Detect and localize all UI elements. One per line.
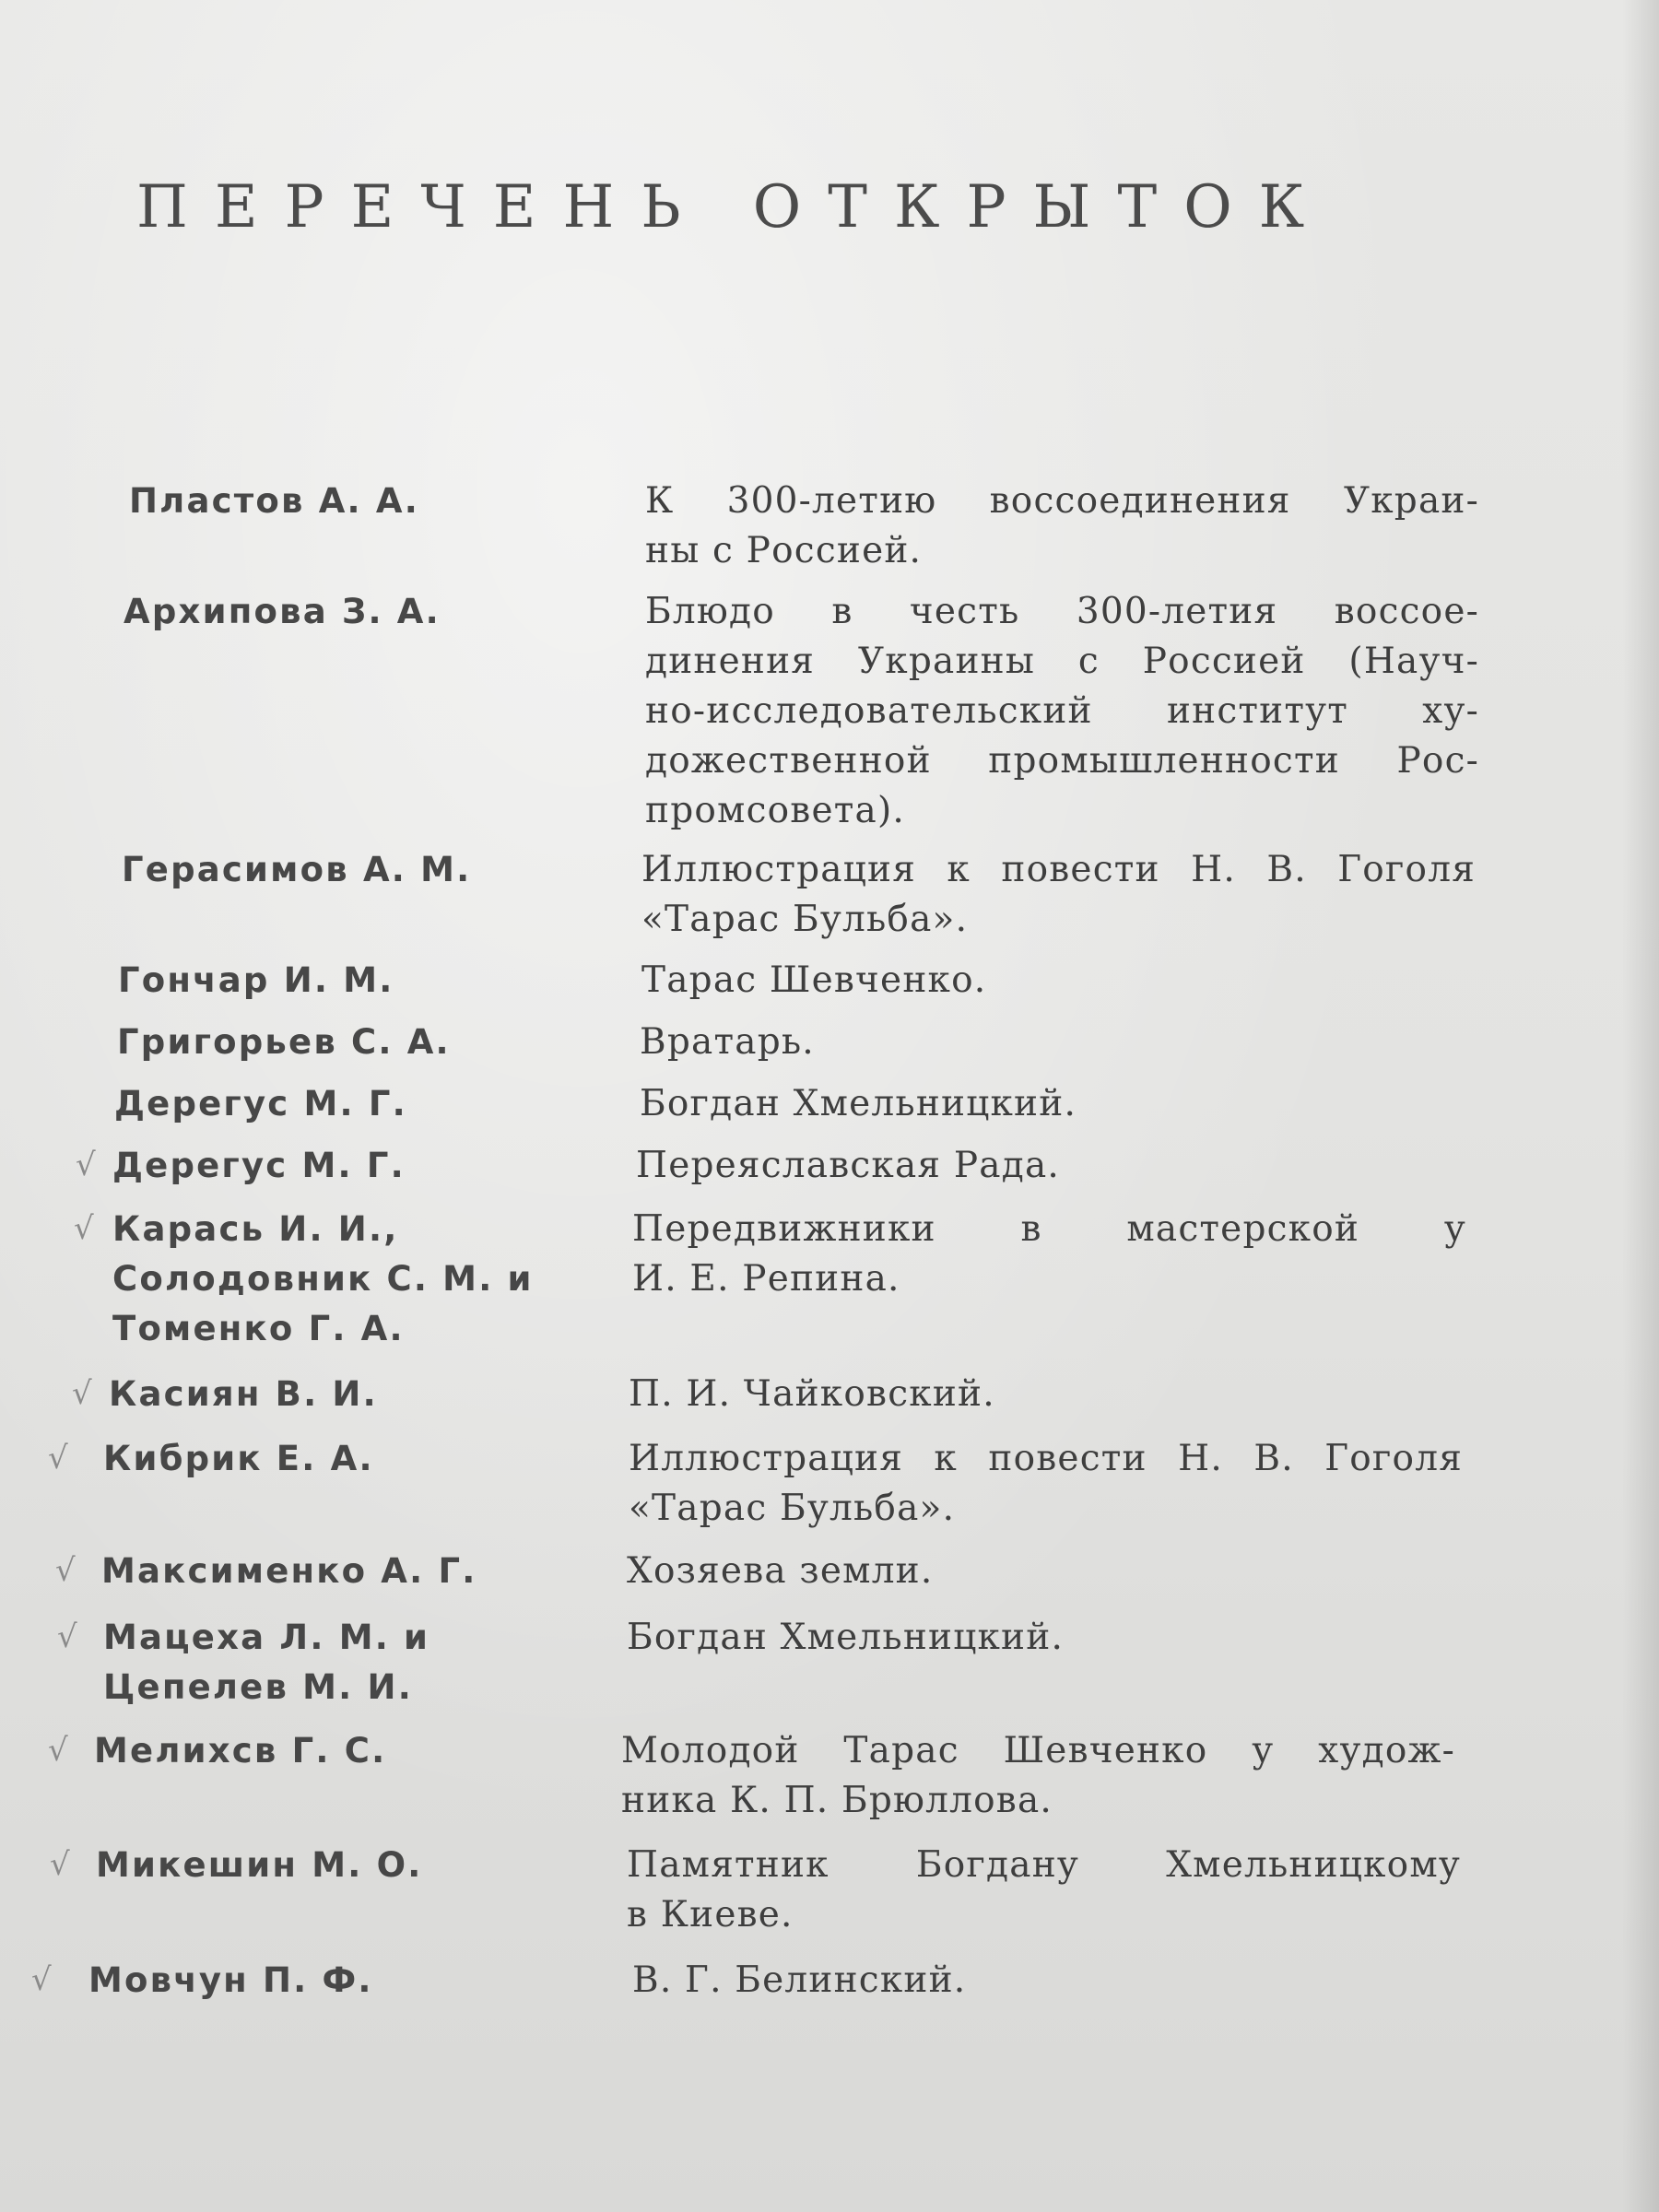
title-line: Богдан Хмельницкий. xyxy=(627,1617,1065,1658)
title-line: К 300-летию воссоединения Украи- xyxy=(645,480,1479,522)
entry-title xyxy=(629,1434,1463,1534)
title-line: промсовета). xyxy=(645,790,905,831)
check-mark-icon: √ xyxy=(55,1552,76,1589)
author-line: Карась И. И., xyxy=(112,1209,399,1249)
author-line: Григорьев С. А. xyxy=(117,1022,451,1062)
entry-author xyxy=(103,1434,374,1484)
check-mark-icon: √ xyxy=(74,1210,94,1247)
title-line: Хозяева земли. xyxy=(627,1550,934,1592)
title-line: И. Е. Репина. xyxy=(632,1258,900,1300)
entry-title xyxy=(640,1079,1474,1129)
check-mark-icon: √ xyxy=(48,1732,68,1769)
entry-title xyxy=(629,1370,1463,1419)
check-mark-icon: √ xyxy=(50,1846,70,1883)
author-line: Герасимов А. М. xyxy=(122,850,472,889)
entry-author xyxy=(118,956,394,1006)
title-line: но-исследовательский институт ху- xyxy=(645,690,1479,732)
author-line: Пластов А. А. xyxy=(129,481,419,521)
entry-title xyxy=(636,1141,1470,1191)
title-line: Богдан Хмельницкий. xyxy=(640,1083,1077,1124)
title-line: ника К. П. Брюллова. xyxy=(621,1780,1053,1821)
title-line: Передвижники в мастерской у xyxy=(632,1208,1466,1250)
entry-title xyxy=(621,1726,1455,1826)
title-line: дожественной промышленности Рос- xyxy=(645,740,1479,782)
title-line: Памятник Богдану Хмельницкому xyxy=(627,1844,1461,1886)
author-line: Мовчун П. Ф. xyxy=(88,1960,373,2000)
check-mark-icon: √ xyxy=(72,1375,92,1412)
entry-title xyxy=(627,1841,1461,1940)
entry-author xyxy=(88,1956,373,2006)
author-line: Дерегус М. Г. xyxy=(112,1146,406,1185)
entry-title xyxy=(645,587,1479,836)
entry-title xyxy=(640,1018,1474,1067)
entry-author xyxy=(124,587,441,637)
entry-author xyxy=(96,1841,422,1890)
title-line: Иллюстрация к повести Н. В. Гоголя xyxy=(641,849,1476,890)
title-line: Вратарь. xyxy=(640,1021,815,1063)
author-line: Цепелев М. И. xyxy=(103,1667,413,1707)
check-mark-icon: √ xyxy=(57,1618,77,1655)
check-mark-icon: √ xyxy=(48,1440,68,1477)
title-line: В. Г. Белинский. xyxy=(632,1959,967,2001)
title-line: Иллюстрация к повести Н. В. Гоголя xyxy=(629,1438,1463,1479)
entry-author xyxy=(109,1370,378,1419)
title-line: динения Украины с Россией (Науч- xyxy=(645,641,1479,682)
entry-title xyxy=(627,1547,1461,1596)
author-line: Архипова З. А. xyxy=(124,592,441,631)
entry-title xyxy=(627,1613,1461,1663)
entry-title xyxy=(641,845,1476,945)
entry-author xyxy=(94,1726,386,1776)
title-line: «Тарас Бульба». xyxy=(641,899,969,940)
entry-title xyxy=(645,477,1479,576)
author-line: Гончар И. М. xyxy=(118,960,394,1000)
check-mark-icon: √ xyxy=(31,1961,52,1998)
author-line: Мацеха Л. М. и xyxy=(103,1618,430,1657)
title-line: Переяславская Рада. xyxy=(636,1145,1060,1186)
entry-author xyxy=(129,477,419,526)
author-line: Мелихсв Г. С. xyxy=(94,1731,387,1771)
entry-author xyxy=(112,1205,534,1354)
entry-author xyxy=(101,1547,477,1596)
author-line: Дерегус М. Г. xyxy=(114,1084,407,1124)
title-line: в Киеве. xyxy=(627,1894,794,1936)
title-line: «Тарас Бульба». xyxy=(629,1488,956,1529)
entry-author xyxy=(114,1079,407,1129)
entry-author xyxy=(112,1141,406,1191)
author-line: Солодовник С. М. и xyxy=(112,1259,534,1299)
entry-title xyxy=(632,1956,1466,2006)
check-mark-icon: √ xyxy=(76,1147,96,1183)
entry-author xyxy=(117,1018,451,1067)
entry-title xyxy=(632,1205,1466,1304)
title-line: Молодой Тарас Шевченко у худож- xyxy=(621,1730,1455,1771)
title-line: Блюдо в честь 300-летия воссое- xyxy=(645,591,1479,632)
author-line: Томенко Г. А. xyxy=(112,1309,405,1348)
title-line: ны с Россией. xyxy=(645,530,923,571)
entry-author xyxy=(103,1613,429,1712)
title-line: П. И. Чайковский. xyxy=(629,1373,995,1415)
entry-author xyxy=(122,845,471,895)
author-line: Касиян В. И. xyxy=(109,1374,378,1414)
title-line: Тарас Шевченко. xyxy=(641,959,987,1001)
author-line: Микешин М. О. xyxy=(96,1845,423,1885)
entry-title xyxy=(641,956,1476,1006)
author-line: Кибрик Е. А. xyxy=(103,1439,374,1478)
author-line: Максименко А. Г. xyxy=(101,1551,477,1591)
page-title: ПЕРЕЧЕНЬ ОТКРЫТОК xyxy=(136,173,1332,241)
